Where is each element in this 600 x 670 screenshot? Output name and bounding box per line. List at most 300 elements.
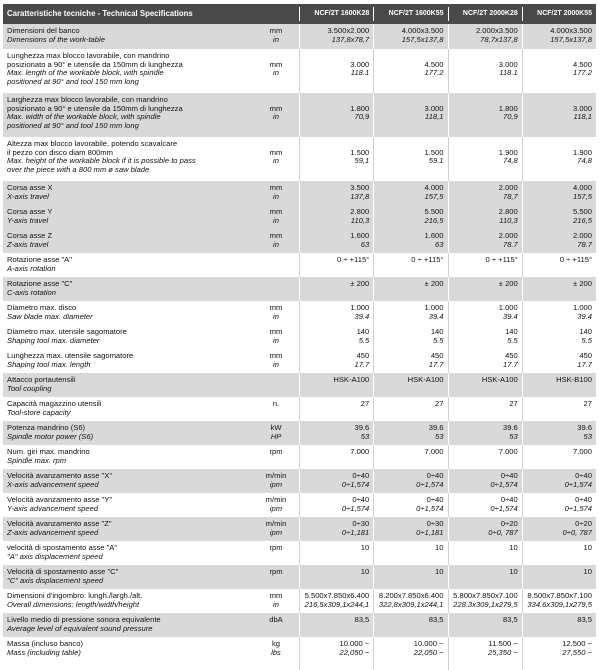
table-row bbox=[3, 517, 596, 541]
value-cell bbox=[299, 565, 373, 589]
table-row bbox=[3, 349, 596, 373]
value-cell bbox=[522, 637, 596, 670]
value-metric: 0÷40 bbox=[575, 471, 592, 480]
unit-metric: rpm bbox=[269, 447, 283, 456]
value-imperial: 118,1 bbox=[425, 112, 444, 122]
value-imperial: 74,8 bbox=[577, 156, 592, 166]
table-row bbox=[3, 397, 596, 421]
value-cell bbox=[299, 325, 373, 349]
value-metric: 0÷20 bbox=[500, 519, 518, 528]
value-cell bbox=[448, 253, 522, 277]
value-cell bbox=[299, 397, 373, 421]
value-metric: 3.000 bbox=[572, 103, 592, 113]
table-row bbox=[3, 205, 596, 229]
row-label bbox=[3, 253, 253, 277]
value-imperial: 0÷1,181 bbox=[416, 527, 444, 537]
value-imperial: 78.7 bbox=[502, 239, 518, 249]
unit-metric: dbA bbox=[269, 615, 283, 624]
value-metric: 140 bbox=[356, 327, 370, 336]
value-imperial: 137,8x78,7 bbox=[331, 34, 370, 44]
value-metric: 4.000x3.500 bbox=[550, 26, 592, 35]
row-units bbox=[253, 229, 299, 253]
unit-imperial: in bbox=[273, 335, 279, 345]
value-cell bbox=[373, 445, 447, 469]
row-units bbox=[253, 517, 299, 541]
unit-metric: rpm bbox=[269, 567, 283, 576]
value-metric: 1.600 bbox=[350, 231, 370, 240]
value-imperial: 118,1 bbox=[573, 112, 592, 122]
label-english: positioned at 90° and tool 150 mm long bbox=[7, 120, 139, 130]
value-metric: 39.6 bbox=[577, 423, 592, 432]
value-imperial: 157,5x137,8 bbox=[401, 34, 444, 44]
value-cell bbox=[448, 589, 522, 613]
label-english: "A" axis displacement speed bbox=[7, 551, 103, 561]
row-label bbox=[3, 137, 253, 181]
value-cell bbox=[522, 205, 596, 229]
table-row bbox=[3, 565, 596, 589]
value-metric: 0 ÷ +115° bbox=[559, 255, 592, 264]
table-row bbox=[3, 181, 596, 205]
value-cell bbox=[522, 541, 596, 565]
value-cell bbox=[299, 137, 373, 181]
row-label bbox=[3, 421, 253, 445]
value-cell bbox=[448, 229, 522, 253]
value-metric: 1.000 bbox=[350, 303, 370, 312]
value-imperial: 53 bbox=[435, 431, 444, 441]
row-units bbox=[253, 49, 299, 93]
value-metric: 5.800x7.850x7.100 bbox=[453, 591, 518, 600]
model-header-4: NCF/2T 2000K55 bbox=[522, 7, 596, 22]
row-label bbox=[3, 205, 253, 229]
value-metric: 140 bbox=[505, 327, 518, 336]
value-cell bbox=[448, 421, 522, 445]
table-header bbox=[3, 4, 596, 24]
row-units bbox=[253, 137, 299, 181]
value-cell bbox=[299, 301, 373, 325]
value-imperial: 322,8x309,1x244,1 bbox=[378, 599, 444, 609]
label-english: Max. width of the workable block, with spindle bbox=[7, 112, 161, 122]
value-cell bbox=[522, 469, 596, 493]
table-row bbox=[3, 589, 596, 613]
value-cell bbox=[373, 24, 447, 49]
value-cell bbox=[373, 373, 447, 397]
label-italian: Diametro max. utensile sagomatore bbox=[7, 327, 127, 336]
row-units bbox=[253, 277, 299, 301]
unit-imperial: lbs bbox=[271, 647, 281, 657]
value-cell bbox=[448, 469, 522, 493]
table-body bbox=[3, 24, 596, 670]
value-cell bbox=[522, 49, 596, 93]
value-metric: 2.000 bbox=[498, 231, 518, 240]
value-imperial: 0÷1,574 bbox=[416, 503, 444, 513]
value-cell bbox=[299, 24, 373, 49]
value-imperial: 63 bbox=[360, 239, 370, 249]
label-english: X-axis travel bbox=[7, 191, 49, 201]
value-metric: 5.500 bbox=[424, 207, 444, 216]
row-label bbox=[3, 49, 253, 93]
value-metric: 1.900 bbox=[498, 147, 518, 157]
table-row bbox=[3, 137, 596, 181]
value-imperial: 110,3 bbox=[499, 215, 518, 225]
row-units bbox=[253, 301, 299, 325]
value-cell bbox=[522, 253, 596, 277]
row-label bbox=[3, 541, 253, 565]
label-italian: Potenza mandrino (S6) bbox=[7, 423, 86, 432]
value-metric: 450 bbox=[430, 351, 444, 360]
unit-metric: mm bbox=[269, 327, 283, 336]
value-cell bbox=[299, 469, 373, 493]
value-cell bbox=[448, 301, 522, 325]
label-italian: Altezza max blocco lavorabile, potendo scavalcare bbox=[7, 139, 178, 148]
table-row bbox=[3, 277, 596, 301]
value-imperial: 39.4 bbox=[577, 311, 592, 321]
value-imperial: 0÷1,574 bbox=[341, 479, 370, 489]
value-imperial: 228.3x309,1x279,5 bbox=[453, 599, 518, 609]
value-cell bbox=[299, 517, 373, 541]
value-metric: 10 bbox=[435, 567, 444, 576]
value-cell bbox=[522, 277, 596, 301]
value-imperial: 0÷1,574 bbox=[490, 503, 518, 513]
value-cell bbox=[299, 349, 373, 373]
value-metric: 0÷30 bbox=[352, 519, 370, 528]
unit-column-header bbox=[253, 11, 299, 17]
label-italian: Corsa asse Y bbox=[7, 207, 53, 216]
value-metric: 39.6 bbox=[354, 423, 370, 432]
table-row bbox=[3, 253, 596, 277]
row-units bbox=[253, 637, 299, 670]
label-english: Z-axis advancement speed bbox=[7, 527, 99, 537]
unit-metric: mm bbox=[269, 103, 283, 113]
value-cell bbox=[448, 613, 522, 637]
label-italian: Diametro max. disco bbox=[7, 303, 77, 312]
value-metric: 0 ÷ +115° bbox=[411, 255, 444, 264]
value-metric: 8.500x7.850x7.100 bbox=[527, 591, 592, 600]
label-english: Tool coupling bbox=[7, 383, 52, 393]
table-row bbox=[3, 421, 596, 445]
value-imperial: 39.4 bbox=[502, 311, 518, 321]
row-label bbox=[3, 589, 253, 613]
value-metric: HSK-B100 bbox=[556, 375, 592, 384]
value-metric: 10 bbox=[583, 567, 592, 576]
unit-imperial: in bbox=[273, 239, 279, 249]
value-cell bbox=[373, 565, 447, 589]
value-cell bbox=[522, 421, 596, 445]
unit-imperial: in bbox=[273, 359, 279, 369]
value-cell bbox=[448, 493, 522, 517]
value-cell bbox=[448, 181, 522, 205]
value-cell bbox=[299, 93, 373, 137]
value-cell bbox=[448, 541, 522, 565]
value-metric: 3.000 bbox=[350, 59, 370, 69]
row-units bbox=[253, 325, 299, 349]
label-english: Mass (including table) bbox=[7, 647, 81, 657]
label-english: X-axis advancement speed bbox=[7, 479, 99, 489]
row-label bbox=[3, 349, 253, 373]
row-label bbox=[3, 24, 253, 49]
label-italian: Lunghezza max blocco lavorabile, con mandrino bbox=[7, 51, 170, 60]
table-row bbox=[3, 229, 596, 253]
label-italian: Larghezza max blocco lavorabile, con mandrino bbox=[7, 95, 168, 104]
label-italian: Lunghezza max. utensile sagomatore bbox=[7, 351, 134, 360]
row-units bbox=[253, 24, 299, 49]
value-imperial: 70,9 bbox=[354, 112, 370, 122]
label-english: C-axis rotation bbox=[7, 287, 56, 297]
value-cell bbox=[373, 181, 447, 205]
value-cell bbox=[448, 349, 522, 373]
unit-metric: m/min bbox=[265, 495, 287, 504]
row-label bbox=[3, 493, 253, 517]
label-italian: Velocità avanzamento asse "Y" bbox=[7, 495, 113, 504]
row-label bbox=[3, 373, 253, 397]
value-cell bbox=[373, 517, 447, 541]
row-label bbox=[3, 277, 253, 301]
value-cell bbox=[448, 49, 522, 93]
value-imperial: 177.2 bbox=[424, 68, 444, 78]
value-metric: ± 200 bbox=[350, 279, 370, 288]
value-cell bbox=[299, 49, 373, 93]
value-imperial: 78,7 bbox=[502, 191, 518, 201]
row-units bbox=[253, 565, 299, 589]
value-cell bbox=[373, 589, 447, 613]
label-english: Tool-store capacity bbox=[7, 407, 71, 417]
value-cell bbox=[522, 24, 596, 49]
value-imperial: 39.4 bbox=[428, 311, 444, 321]
value-imperial: 0÷1,574 bbox=[564, 503, 592, 513]
value-metric: 1.000 bbox=[498, 303, 518, 312]
value-imperial: 0÷1,574 bbox=[416, 479, 444, 489]
value-cell bbox=[522, 181, 596, 205]
value-imperial: 17.7 bbox=[428, 359, 444, 369]
row-label bbox=[3, 613, 253, 637]
value-imperial: 25,350 ~ bbox=[487, 647, 518, 657]
value-cell bbox=[522, 493, 596, 517]
row-label bbox=[3, 229, 253, 253]
value-imperial: 0÷0, 787 bbox=[562, 527, 592, 537]
value-metric: 2.000x3.500 bbox=[475, 26, 518, 35]
unit-imperial: ipm bbox=[269, 503, 283, 513]
value-metric: 450 bbox=[579, 351, 592, 360]
value-cell bbox=[373, 49, 447, 93]
value-cell bbox=[522, 445, 596, 469]
label-english: Z-axis travel bbox=[7, 239, 49, 249]
label-english: A-axis rotation bbox=[7, 263, 56, 273]
label-italian: il pezzo con disco diam 800mm bbox=[7, 147, 113, 157]
row-units bbox=[253, 445, 299, 469]
label-italian: Num. giri max. mandrino bbox=[7, 447, 90, 456]
value-cell bbox=[448, 325, 522, 349]
unit-metric: mm bbox=[269, 59, 283, 69]
table-row bbox=[3, 613, 596, 637]
label-italian: Dimensioni d'ingombro: lungh./largh./alt. bbox=[7, 591, 143, 600]
table-title: Caratteristiche tecniche - Technical Specifications bbox=[7, 8, 193, 18]
value-metric: 140 bbox=[579, 327, 592, 336]
row-units bbox=[253, 373, 299, 397]
value-imperial: 53 bbox=[360, 431, 370, 441]
value-metric: 10.000 ~ bbox=[413, 639, 444, 648]
value-metric: 83,5 bbox=[502, 615, 518, 624]
row-units bbox=[253, 181, 299, 205]
label-english: Saw blade max. diameter bbox=[7, 311, 93, 321]
label-italian: Rotazione asse "A" bbox=[7, 255, 72, 264]
value-metric: 1.900 bbox=[572, 147, 592, 157]
value-imperial: 0÷1,574 bbox=[564, 479, 592, 489]
value-metric: 83,5 bbox=[354, 615, 370, 624]
unit-imperial: in bbox=[273, 112, 279, 122]
value-metric: 8.200x7.850x6.400 bbox=[378, 591, 444, 600]
value-metric: 3.500 bbox=[350, 183, 370, 192]
label-english: Max. length of the workable block, with spindle bbox=[7, 68, 164, 78]
table-row bbox=[3, 93, 596, 137]
unit-imperial: in bbox=[273, 68, 279, 78]
value-imperial: 216,5x309,1x244,1 bbox=[304, 599, 370, 609]
value-metric: 10 bbox=[509, 543, 518, 552]
value-imperial: 157,5 bbox=[572, 191, 592, 201]
label-english: Spindle max. rpm bbox=[7, 455, 67, 465]
table-row bbox=[3, 469, 596, 493]
value-imperial: 78,7x137,8 bbox=[480, 34, 518, 44]
value-metric: 0 ÷ +115° bbox=[485, 255, 518, 264]
row-units bbox=[253, 349, 299, 373]
value-cell bbox=[373, 325, 447, 349]
unit-metric: mm bbox=[269, 26, 283, 35]
value-cell bbox=[448, 137, 522, 181]
value-cell bbox=[522, 517, 596, 541]
label-english: Max. height of the workable block if it is possible to pass bbox=[7, 156, 196, 166]
value-imperial: 334.6x309,1x279,5 bbox=[527, 599, 592, 609]
value-imperial: 5.5 bbox=[358, 335, 370, 345]
value-metric: 4.000 bbox=[572, 183, 592, 192]
value-metric: 1.500 bbox=[424, 147, 444, 157]
value-metric: ± 200 bbox=[424, 279, 444, 288]
label-italian: posizionato a 90° e utensile da 150mm di lunghezza bbox=[7, 103, 183, 113]
value-metric: 3.500x2.000 bbox=[327, 26, 370, 35]
value-cell bbox=[448, 373, 522, 397]
value-imperial: 118.1 bbox=[499, 68, 518, 78]
value-cell bbox=[373, 397, 447, 421]
label-italian: Rotazione asse "C" bbox=[7, 279, 73, 288]
label-english: Shaping tool max. length bbox=[7, 359, 91, 369]
label-italian: Dimensioni del banco bbox=[7, 26, 80, 35]
value-imperial: 39.4 bbox=[354, 311, 370, 321]
label-english: Y-axis travel bbox=[7, 215, 49, 225]
value-metric: 10 bbox=[360, 543, 370, 552]
value-metric: 1.500 bbox=[350, 147, 370, 157]
value-imperial: 53 bbox=[583, 431, 592, 441]
row-label bbox=[3, 469, 253, 493]
value-metric: 3.000 bbox=[498, 59, 518, 69]
value-metric: 7.000 bbox=[572, 447, 592, 456]
value-metric: 27 bbox=[509, 399, 518, 408]
table-row bbox=[3, 49, 596, 93]
value-imperial: 216,5 bbox=[424, 215, 444, 225]
value-cell bbox=[373, 229, 447, 253]
value-imperial: 177.2 bbox=[572, 68, 592, 78]
value-cell bbox=[522, 137, 596, 181]
value-cell bbox=[522, 349, 596, 373]
unit-metric: kg bbox=[271, 639, 281, 648]
value-metric: 1.000 bbox=[572, 303, 592, 312]
value-metric: 4.000x3.500 bbox=[401, 26, 444, 35]
value-imperial: 22,050 ~ bbox=[413, 647, 444, 657]
value-cell bbox=[299, 493, 373, 517]
model-header-1: NCF/2T 1600K28 bbox=[299, 7, 373, 22]
value-metric: 140 bbox=[430, 327, 444, 336]
value-metric: 1.800 bbox=[350, 103, 370, 113]
value-cell bbox=[448, 24, 522, 49]
value-metric: 7.000 bbox=[424, 447, 444, 456]
value-imperial: 5.5 bbox=[581, 335, 592, 345]
value-metric: 3.000 bbox=[424, 103, 444, 113]
value-cell bbox=[299, 541, 373, 565]
value-metric: 10 bbox=[509, 567, 518, 576]
value-cell bbox=[299, 637, 373, 670]
value-cell bbox=[299, 589, 373, 613]
unit-imperial: in bbox=[273, 34, 279, 44]
value-cell bbox=[299, 445, 373, 469]
table-row bbox=[3, 541, 596, 565]
value-imperial: 70,9 bbox=[502, 112, 518, 122]
label-italian: Corsa asse X bbox=[7, 183, 53, 192]
row-label bbox=[3, 181, 253, 205]
table-row bbox=[3, 373, 596, 397]
row-label bbox=[3, 397, 253, 421]
unit-metric: m/min bbox=[265, 471, 287, 480]
row-units bbox=[253, 469, 299, 493]
value-imperial: 137,8 bbox=[350, 191, 370, 201]
value-imperial: 59,1 bbox=[354, 156, 370, 166]
value-cell bbox=[448, 445, 522, 469]
value-cell bbox=[373, 349, 447, 373]
label-italian: Velocità avanzamento asse "Z" bbox=[7, 519, 112, 528]
table-row bbox=[3, 445, 596, 469]
value-cell bbox=[373, 93, 447, 137]
value-cell bbox=[522, 301, 596, 325]
unit-metric: mm bbox=[269, 351, 283, 360]
value-metric: 0÷40 bbox=[500, 495, 518, 504]
value-metric: 7.000 bbox=[498, 447, 518, 456]
row-label bbox=[3, 325, 253, 349]
label-english: Spindle motor power (S6) bbox=[7, 431, 94, 441]
value-metric: 39.6 bbox=[502, 423, 518, 432]
row-units bbox=[253, 589, 299, 613]
value-metric: 12.500 ~ bbox=[562, 639, 592, 648]
value-metric: 0÷20 bbox=[575, 519, 592, 528]
row-label bbox=[3, 93, 253, 137]
label-italian: Capacità magazzino utensili bbox=[7, 399, 102, 408]
row-units bbox=[253, 541, 299, 565]
value-imperial: 22,050 ~ bbox=[339, 647, 370, 657]
value-cell bbox=[299, 229, 373, 253]
value-metric: 0÷40 bbox=[500, 471, 518, 480]
label-english: "C" axis displacement speed bbox=[7, 575, 104, 585]
unit-metric: mm bbox=[269, 183, 283, 192]
value-metric: 2.000 bbox=[498, 183, 518, 192]
table-row bbox=[3, 301, 596, 325]
value-metric: 27 bbox=[360, 399, 370, 408]
value-cell bbox=[373, 277, 447, 301]
label-english: Shaping tool max. diameter bbox=[7, 335, 100, 345]
row-units bbox=[253, 205, 299, 229]
value-imperial: 157,5x137,8 bbox=[550, 34, 592, 44]
unit-imperial: in bbox=[273, 311, 279, 321]
value-metric: 10.000 ~ bbox=[339, 639, 370, 648]
value-imperial: 0÷1,181 bbox=[341, 527, 370, 537]
value-cell bbox=[299, 253, 373, 277]
value-cell bbox=[299, 421, 373, 445]
value-metric: 0÷40 bbox=[352, 471, 370, 480]
value-metric: 10 bbox=[360, 567, 370, 576]
value-metric: 10 bbox=[435, 543, 444, 552]
